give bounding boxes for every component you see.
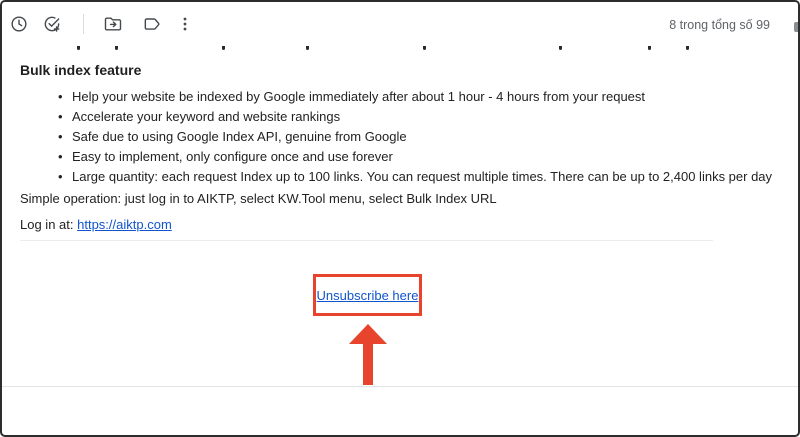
clipped-text-fragment bbox=[115, 46, 118, 50]
bullet-marker: • bbox=[58, 89, 63, 104]
bottom-divider bbox=[2, 386, 798, 387]
bullet-marker: • bbox=[58, 149, 63, 164]
email-divider bbox=[20, 240, 713, 241]
list-item bbox=[58, 169, 772, 189]
bullet-text: Large quantity: each request Index up to 100 links. You can request multiple times. There can be up to 2,400 links per day bbox=[72, 169, 773, 184]
list-item bbox=[58, 89, 772, 109]
move-to-button[interactable] bbox=[100, 11, 126, 37]
bullet-marker: • bbox=[58, 109, 63, 124]
annotation-highlight-box bbox=[313, 274, 422, 316]
clock-icon bbox=[9, 14, 29, 34]
unsubscribe-link[interactable]: Unsubscribe here bbox=[316, 287, 419, 303]
pagination-chevron-clipped[interactable] bbox=[794, 22, 799, 32]
more-vert-icon bbox=[175, 14, 195, 34]
bullet-text: Help your website be indexed by Google immediately after about 1 hour - 4 hours from your request bbox=[72, 89, 646, 104]
more-options-button[interactable] bbox=[172, 11, 198, 37]
email-heading: Bulk index feature bbox=[20, 62, 142, 78]
clipped-text-fragment bbox=[559, 46, 562, 50]
label-icon bbox=[142, 14, 162, 34]
login-prefix: Log in at: bbox=[20, 217, 74, 232]
bullet-text: Easy to implement, only configure once and use forever bbox=[72, 149, 393, 164]
list-item bbox=[58, 149, 772, 169]
clipped-text-fragment bbox=[423, 46, 426, 50]
annotation-arrow-head bbox=[349, 324, 387, 344]
clipped-text-fragment bbox=[77, 46, 80, 50]
email-toolbar bbox=[2, 2, 798, 42]
aiktp-link[interactable]: https://aiktp.com bbox=[77, 217, 172, 232]
clipped-text-fragment bbox=[686, 46, 689, 50]
annotation-arrow-shaft bbox=[363, 342, 373, 385]
list-item bbox=[58, 129, 772, 149]
bullet-text: Accelerate your keyword and website rankings bbox=[72, 109, 341, 124]
simple-operation-text: Simple operation: just log in to AIKTP, select KW.Tool menu, select Bulk Index URL bbox=[20, 191, 497, 206]
clipped-text-fragment bbox=[306, 46, 309, 50]
add-task-icon bbox=[42, 14, 62, 34]
clipped-text-fragment bbox=[648, 46, 651, 50]
label-button[interactable] bbox=[139, 11, 165, 37]
benefit-list bbox=[58, 89, 772, 189]
bullet-text: Safe due to using Google Index API, genuine from Google bbox=[72, 129, 407, 144]
add-to-tasks-button[interactable] bbox=[39, 11, 65, 37]
folder-move-icon bbox=[103, 14, 123, 34]
bullet-marker: • bbox=[58, 129, 63, 144]
pagination-count: 8 trong tổng số 99 bbox=[669, 18, 770, 32]
clipped-text-fragment bbox=[222, 46, 225, 50]
snooze-button[interactable] bbox=[6, 11, 32, 37]
list-item bbox=[58, 109, 772, 129]
toolbar-separator bbox=[83, 14, 84, 34]
login-line bbox=[20, 217, 172, 233]
bullet-marker: • bbox=[58, 169, 63, 184]
